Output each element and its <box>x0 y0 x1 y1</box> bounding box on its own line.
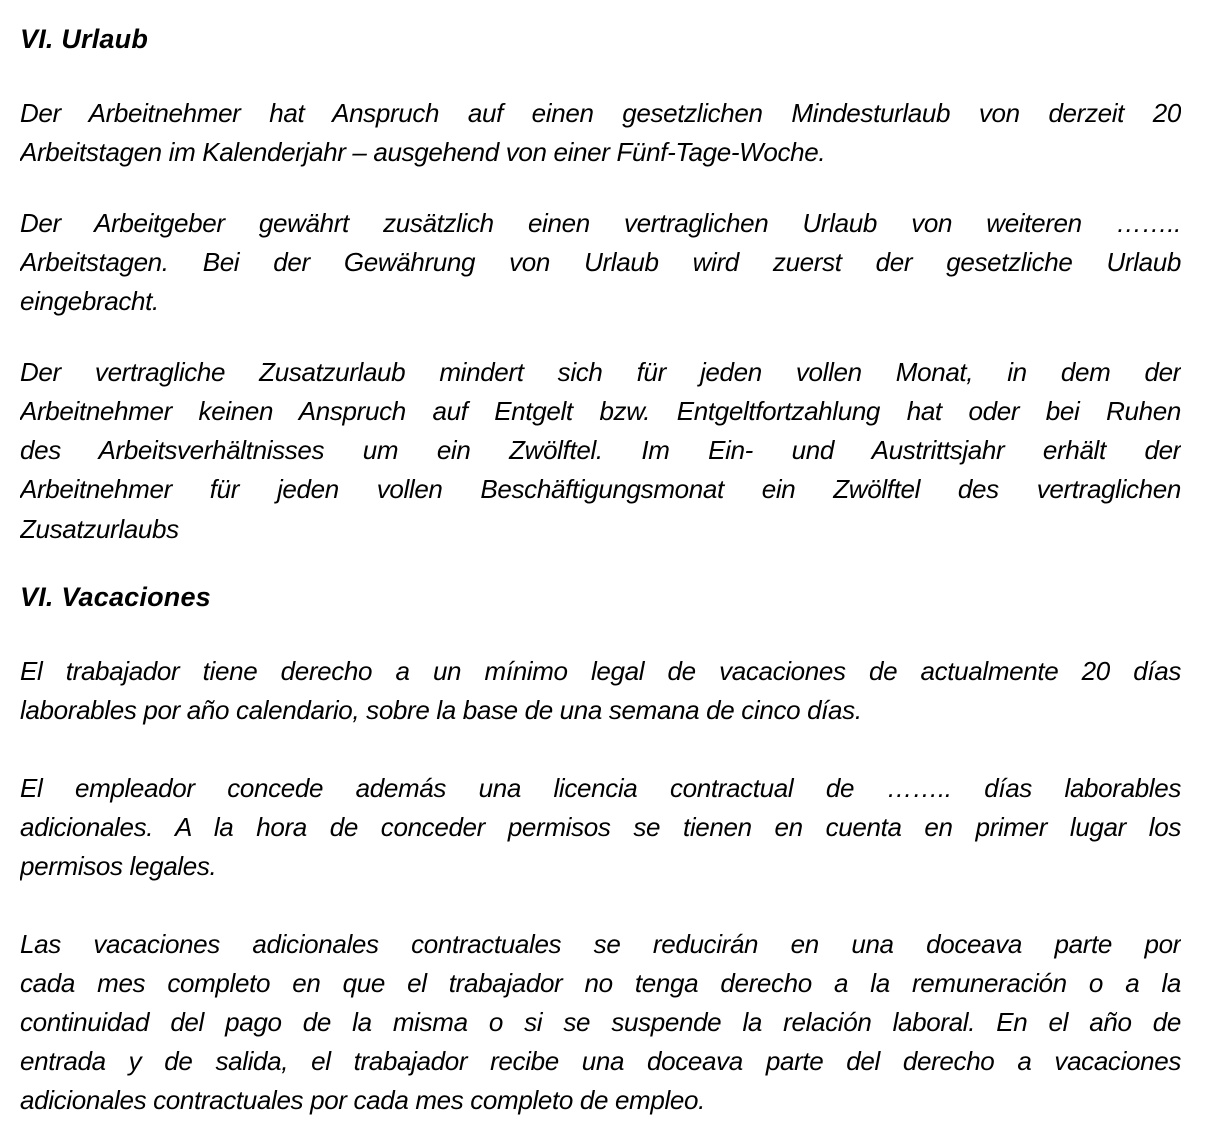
paragraph-line: permisos legales. <box>20 851 217 881</box>
paragraph-line: Las vacaciones adicionales contractuales se reducirán en una doceava parte por <box>20 929 1181 959</box>
paragraph-line: Der Arbeitgeber gewährt zusätzlich einen vertraglichen Urlaub von weiteren …….. <box>20 208 1181 238</box>
paragraph-line: des Arbeitsverhältnisses um ein Zwölftel. Im Ein- und Austrittsjahr erhält der <box>20 435 1181 465</box>
paragraph-line: Arbeitstagen. Bei der Gewährung von Urlaub wird zuerst der gesetzliche Urlaub <box>20 247 1181 277</box>
paragraph-line: Arbeitnehmer für jeden vollen Beschäftigungsmonat ein Zwölftel des vertraglichen <box>20 474 1181 504</box>
section-heading-urlaub: VI. Urlaub <box>20 24 149 54</box>
paragraph-line: adicionales. A la hora de conceder permisos se tienen en cuenta en primer lugar los <box>20 812 1181 842</box>
section-heading-vacaciones: VI. Vacaciones <box>20 582 211 612</box>
paragraph-line: eingebracht. <box>20 286 159 316</box>
paragraph-line: El empleador concede además una licencia contractual de …….. días laborables <box>20 773 1181 803</box>
paragraph-line: Arbeitstagen im Kalenderjahr – ausgehend von einer Fünf-Tage-Woche. <box>20 137 826 167</box>
paragraph-line: entrada y de salida, el trabajador recibe una doceava parte del derecho a vacaciones <box>20 1046 1181 1076</box>
paragraph-line: Der vertragliche Zusatzurlaub mindert sich für jeden vollen Monat, in dem der <box>20 357 1181 387</box>
paragraph-line: laborables por año calendario, sobre la base de una semana de cinco días. <box>20 695 862 725</box>
paragraph-line: continuidad del pago de la misma o si se suspende la relación laboral. En el año de <box>20 1007 1181 1037</box>
paragraph-line: Der Arbeitnehmer hat Anspruch auf einen gesetzlichen Mindesturlaub von derzeit 20 <box>20 98 1181 128</box>
paragraph-line: cada mes completo en que el trabajador no tenga derecho a la remuneración o a la <box>20 968 1181 998</box>
paragraph-line: Arbeitnehmer keinen Anspruch auf Entgelt bzw. Entgeltfortzahlung hat oder bei Ruhen <box>20 396 1181 426</box>
paragraph-line: adicionales contractuales por cada mes completo de empleo. <box>20 1085 705 1115</box>
paragraph-line: El trabajador tiene derecho a un mínimo legal de vacaciones de actualmente 20 días <box>20 656 1181 686</box>
paragraph-line: Zusatzurlaubs <box>20 514 179 544</box>
